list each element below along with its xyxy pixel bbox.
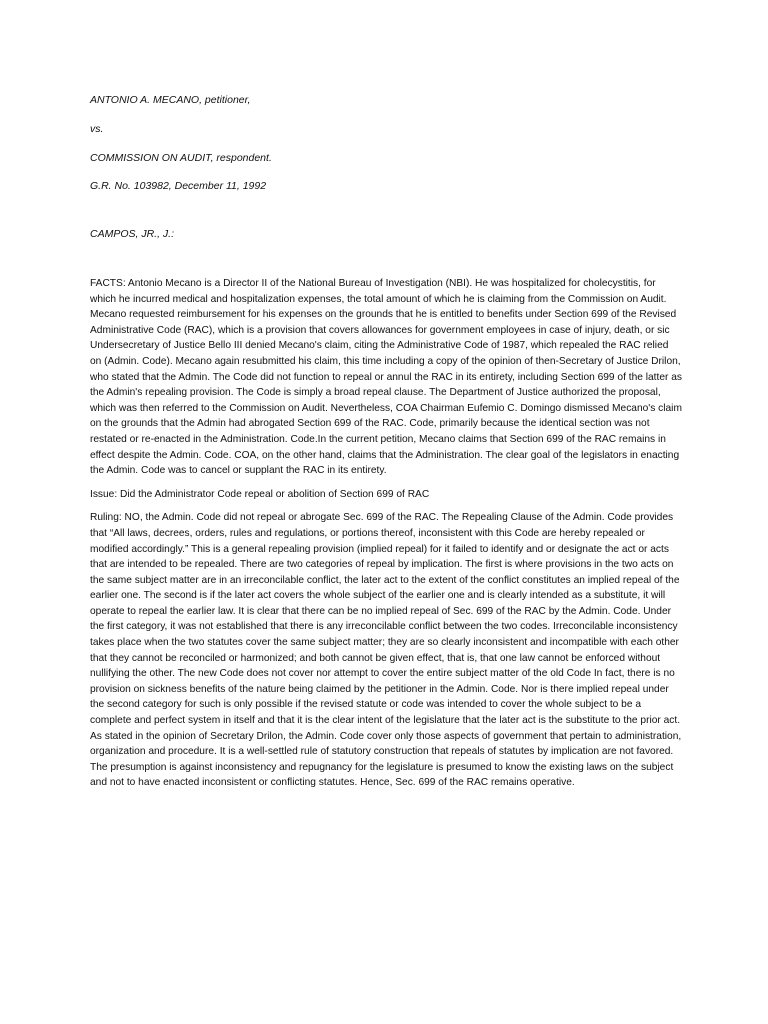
petitioner-line: ANTONIO A. MECANO, petitioner, [90, 94, 251, 106]
issue-paragraph: Issue: Did the Administrator Code repeal or abolition of Section 699 of RAC [90, 488, 430, 500]
document-body [90, 93, 682, 791]
facts-paragraph: FACTS: Antonio Mecano is a Director II of the National Bureau of Investigation (NBI). He was hospitalized for cholecystitis, for which he incurred medical and hospitalization expenses, the total amount of which he is claiming from the Commission on Audit. Mecano requested reimbursement for his expenses on the grounds that he is entitled to benefits under Section 699 of the Revised Administrative Code (RAC), which is a provision that covers allowances for government employees in case of injury, death, or sic Undersecretary of Justice Bello III denied Mecano's claim, citing the Administrative Code of 1987, which repealed the RAC relied on (Admin. Code). Mecano again resubmitted his claim, this time including a copy of the opinion of then-Secretary of Justice Drilon, who stated that the Admin. The Code did not function to repeal or annul the RAC in its entirety, including Section 699 of the latter as the Admin's repealing provision. The Code is simply a broad repeal clause. The Department of Justice authorized the proposal, which was then referred to the Commission on Audit. Nevertheless, COA Chairman Eufemio C. Domingo dismissed Mecano's claim on the grounds that the Admin had abrogated Section 699 of the RAC. Code, primarily because the identical section was not restated or re-enacted in the Administration. Code.In the current petition, Mecano claims that Section 699 of the RAC remains in effect despite the Admin. Code. COA, on the other hand, claims that the Administration. The clear goal of the legislators in enacting the Admin. Code was to cancel or supplant the RAC in its entirety. [90, 278, 682, 477]
case-number: G.R. No. 103982, December 11, 1992 [90, 180, 267, 192]
respondent-line: COMMISSION ON AUDIT, respondent. [90, 152, 272, 164]
ruling-paragraph: Ruling: NO, the Admin. Code did not repeal or abrogate Sec. 699 of the RAC. The Repealing Clause of the Admin. Code provides that “All laws, decrees, orders, rules and regulations, or portions thereof, inconsistent with this Code are hereby repealed or modified accordingly.” This is a general repealing provision (implied repeal) for it failed to identify and or designate the act or acts that are intended to be repealed. There are two categories of repeal by implication. The first is where provisions in the two acts on the same subject matter are in an irreconcilable conflict, the later act to the extent of the conflict constitutes an implied repeal of the earlier one. The second is if the later act covers the whole subject of the earlier one and is clearly intended as a substitute, it will operate to repeal the earlier law. It is clear that there can be no implied repeal of Sec. 699 of the RAC by the Admin. Code. Under the first category, it was not established that there is any irreconcilable conflict between the two codes. Irreconcilable inconsistency takes place when the two statutes cover the same subject matter; they are so clearly inconsistent and incompatible with each other that they cannot be reconciled or harmonized; and both cannot be given effect, that is, that one law cannot be enforced without nullifying the other. The new Code does not cover nor attempt to cover the entire subject matter of the old Code In fact, there is no provision on sickness benefits of the nature being claimed by the petitioner in the Admin. Code. Nor is there implied repeal under the second category for such is only possible if the revised statute or code was intended to cover the whole subject to be a complete and perfect system in itself and that it is the clear intent of the legislature that the later act is the substitute to the prior act. As stated in the opinion of Secretary Drilon, the Admin. Code cover only those aspects of government that pertain to administration, organization and procedure. It is a well-settled rule of statutory construction that repeals of statutes by implication are not favored. The presumption is against inconsistency and repugnancy for the legislature is presumed to know the existing laws on the subject and not to have enacted inconsistent or conflicting statutes. Hence, Sec. 699 of the RAC remains operative. [90, 512, 682, 789]
ponente: CAMPOS, JR., J.: [90, 228, 175, 240]
versus-line: vs. [90, 123, 104, 135]
